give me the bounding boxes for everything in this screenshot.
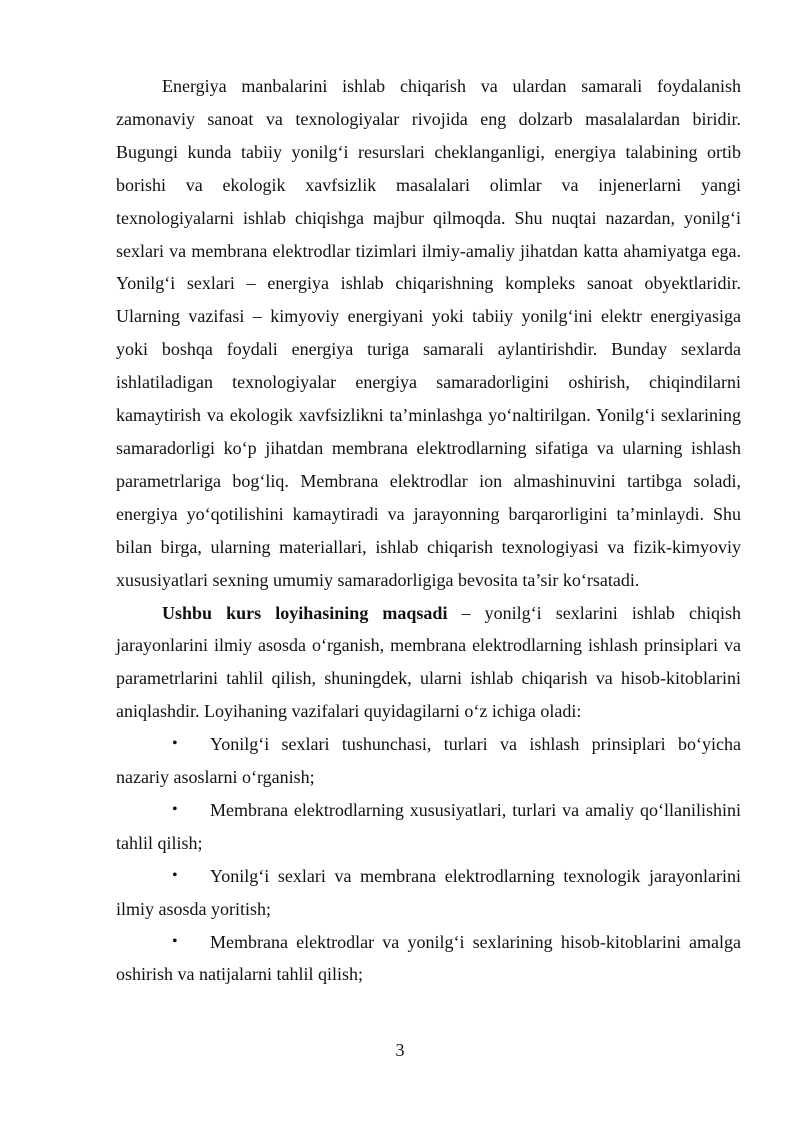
list-item xyxy=(116,794,741,860)
bullet-icon: • xyxy=(172,800,178,818)
bullet-icon: • xyxy=(172,866,178,884)
list-item xyxy=(116,728,741,794)
page-number: 3 xyxy=(395,1040,405,1060)
list-item-text: Membrana elektrodlarning xususiyatlari, turlari va amaliy qo‘llanilishini tahlil qilish; xyxy=(116,799,741,853)
bullet-icon: • xyxy=(172,932,178,950)
goal-paragraph xyxy=(116,597,741,729)
list-item-text: Membrana elektrodlar va yonilg‘i sexlarining hisob-kitoblarini amalga oshirish va natijalarni tahlil qilish; xyxy=(116,931,741,985)
list-item-text: Yonilg‘i sexlari tushunchasi, turlari va ishlash prinsiplari bo‘yicha nazariy asoslarni o‘rganish; xyxy=(116,734,741,788)
list-item-text: Yonilg‘i sexlari va membrana elektrodlarning texnologik jarayonlarini ilmiy asosda yoritish; xyxy=(116,865,741,919)
intro-paragraph: Energiya manbalarini ishlab chiqarish va ulardan samarali foydalanish zamonaviy sanoat va texnologiyalar rivojida eng dolzarb masalalardan biridir. Bugungi kunda tabiiy yonilg‘i resurslari cheklanganligi, energiya talabining ortib borishi va ekologik xavfsizlik masalalari olimlar va injenerlarni yangi texnologiyalarni ishlab chiqishga majbur qilmoqda. Shu nuqtai nazardan, yonilg‘i sexlari va membrana elektrodlar tizimlari ilmiy-amaliy jihatdan katta ahamiyatga ega. Yonilg‘i sexlari – energiya ishlab chiqarishning kompleks sanoat obyektlaridir. Ularning vazifasi – kimyoviy energiyani yoki tabiiy yonilg‘ini elektr energiyasiga yoki boshqa foydali energiya turiga samarali aylantirishdir. Bunday sexlarda ishlatiladigan texnologiyalar energiya samaradorligini oshirish, chiqindilarni kamaytirish va ekologik xavfsizlikni ta’minlashga yo‘naltirilgan. Yonilg‘i sexlarining samaradorligi ko‘p jihatdan membrana elektrodlarning sifatiga va ularning ishlash parametrlariga bog‘liq. Membrana elektrodlar ion almashinuvini tartibga soladi, energiya yo‘qotilishini kamaytiradi va jarayonning barqarorligini ta’minlaydi. Shu bilan birga, ularning materiallari, ishlab chiqarish texnologiyasi va fizik-kimyoviy xususiyatlari sexning umumiy samaradorligiga bevosita ta’sir ko‘rsatadi. xyxy=(116,76,741,590)
list-item xyxy=(116,926,741,992)
goal-text: – yonilg‘i sexlarini ishlab chiqish jarayonlarini ilmiy asosda o‘rganish, membrana elektrodlarning ishlash prinsiplari va parametrlarini tahlil qilish, shuningdek, ularni ishlab chiqarish va hisob-kitoblarini aniqlashdir. Loyihaning vazifalari quyidagilarni o‘z ichiga oladi: xyxy=(116,602,741,722)
bullet-icon: • xyxy=(172,735,178,753)
page-content xyxy=(116,70,741,991)
list-item xyxy=(116,860,741,926)
goal-heading: Ushbu kurs loyihasining maqsadi xyxy=(162,602,448,623)
